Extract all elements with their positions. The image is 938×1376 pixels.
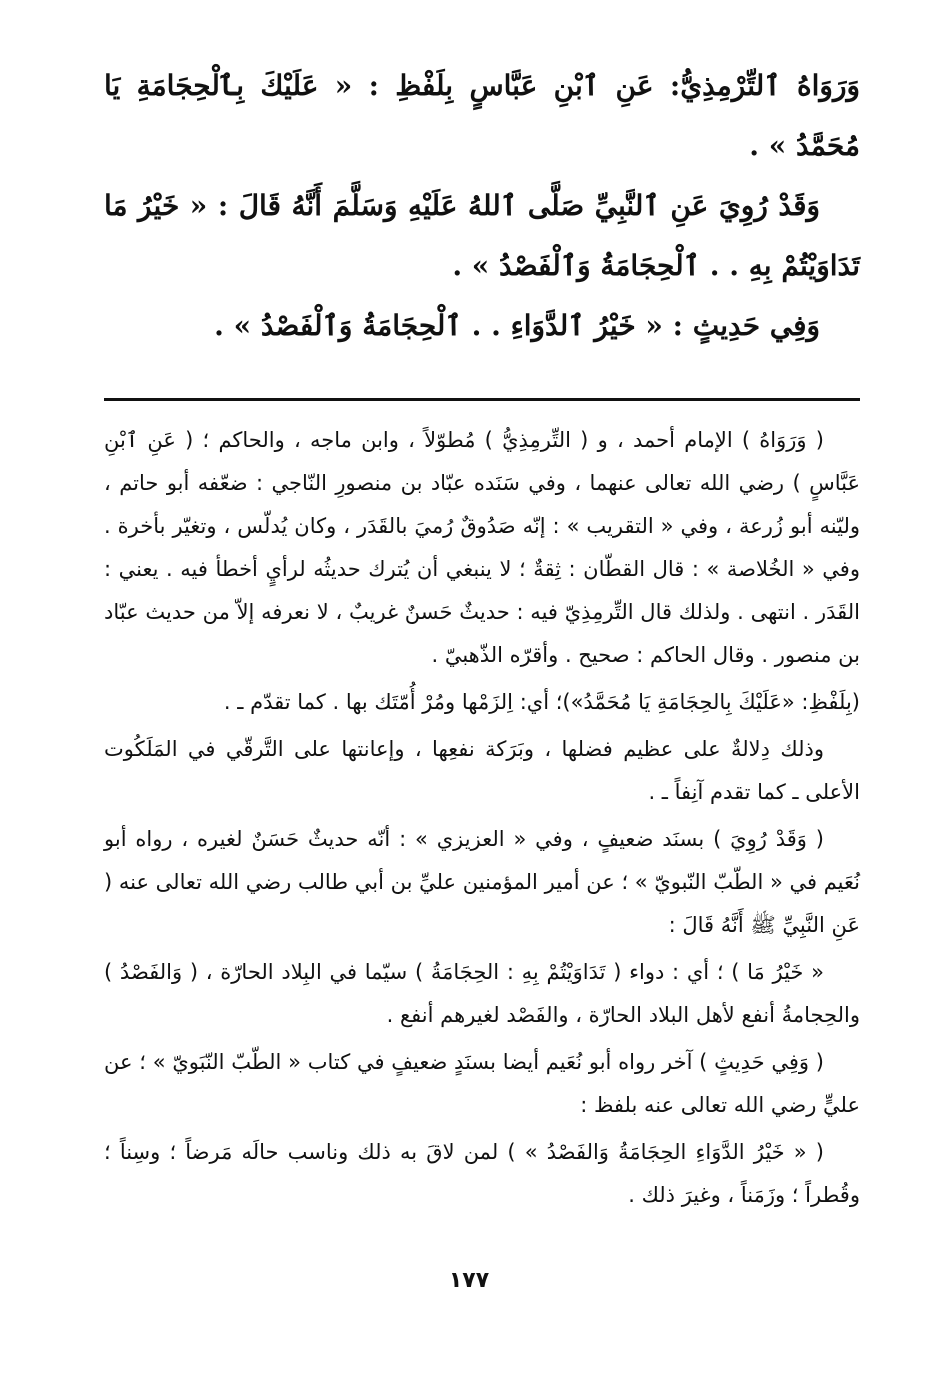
separator-rule <box>104 398 860 401</box>
commentary-paragraph: « خَيْرُ مَا ) ؛ أي : دواء ( تَدَاوَيْتُمْ بِهِ : الحِجَامَةُ ) سيّما في البِلاد الحارّة ، ( وَالفَصْدُ ) والحِجامةُ أنفع لأهل البلاد الحارّة ، والفَصْد لغيرهم أنفع . <box>104 960 860 1027</box>
commentary-paragraph: ( وَرَوَاهُ ) الإمام أحمد ، و ( التِّرمِذِيُّ ) مُطوّلاً ، وابن ماجه ، والحاكم ؛ ( عَنِ ٱبْنِ عَبَّاسٍ ) رضي الله تعالى عنهما ، وفي سَنَده عبّاد بن منصورِ النّاجي : ضعّفه أبو حاتم ، وليّنه أبو زُرعة ، وفي « التقريب » : إنّه صَدُوقٌ رُميَ بالقَدَر ، وكان يُدلّس ، وتغيّر بأخرة . وفي « الخُلاصة » : قال القطّان : ثِقةٌ ؛ لا ينبغي أن يُترك حديثُه لرأيٍ أخطأ فيه . يعني : القَدَر . انتهى . ولذلك قال التِّرمِذِيّ فيه : حديثٌ حَسنٌ غريبٌ ، لا نعرفه إلاّ من حديث عبّاد بن منصور . وقال الحاكم : صحيح . وأقرّه الذّهبيّ . <box>104 428 860 667</box>
commentary-block <box>104 419 860 1217</box>
commentary-paragraph: (بِلَفْظِ: «عَلَيْكَ بِالحِجَامَةِ يَا مُحَمَّدُ»)؛ أي: اِلزَمْها ومُرْ أُمّتَك بها . كما تقدّم ـ . <box>223 690 860 714</box>
main-text-line: وَفِي حَدِيثٍ : « خَيْرُ ٱلدَّوَاءِ . . ٱلْحِجَامَةُ وَٱلْفَصْدُ » . <box>214 309 820 342</box>
main-text-line: وَرَوَاهُ ٱلتِّرْمِذِيُّ: عَنِ ٱبْنِ عَبَّاسٍ بِلَفْظِ : « عَلَيْكَ بِٱلْحِجَامَةِ يَا مُحَمَّدُ » . <box>104 69 860 162</box>
commentary-paragraph: ( وَقَدْ رُوِيَ ) بسنَد ضعيفٍ ، وفي « العزيزي » : أنّه حديثٌ حَسَنٌ لغيره ، رواه أبو نُعَيم في « الطّبّ النّبويّ » ؛ عن أمير المؤمنين عليِّ بن أبي طالب رضي الله تعالى عنه ( عَنِ النَّبِيِّ ﷺ أَنَّهُ قَالَ : <box>104 827 860 937</box>
main-text-block <box>104 56 860 356</box>
commentary-paragraph: ( « خَيْرُ الدَّوَاءِ الحِجَامَةُ وَالفَصْدُ » ) لمن لاقَ به ذلك وناسب حالَه مَرضاً ؛ وسِناً ؛ وقُطراً ؛ وزَمَناً ، وغيرَ ذلك . <box>104 1140 860 1207</box>
page-number: ١٧٧ <box>448 1268 490 1293</box>
commentary-paragraph: وذلك دِلالةٌ على عظيم فضلها ، وبَرَكة نفعِها ، وإعانتها على التَّرقّي في المَلَكُوت الأعلى ـ كما تقدم آنِفاً ـ . <box>104 737 860 804</box>
commentary-paragraph: ( وَفِي حَدِيثٍ ) آخر رواه أبو نُعَيم أيضا بسنَدٍ ضعيفٍ في كتاب « الطّبّ النّبَويّ » ؛ عن عليٍّ رضي الله تعالى عنه بلفظ : <box>104 1050 860 1117</box>
main-text-line: وَقَدْ رُوِيَ عَنِ ٱلنَّبِيِّ صَلَّى ٱللهُ عَلَيْهِ وَسَلَّمَ أَنَّهُ قَالَ : « خَيْرُ مَا تَدَاوَيْتُمْ بِهِ . . ٱلْحِجَامَةُ وَٱلْفَصْدُ » . <box>104 189 860 282</box>
